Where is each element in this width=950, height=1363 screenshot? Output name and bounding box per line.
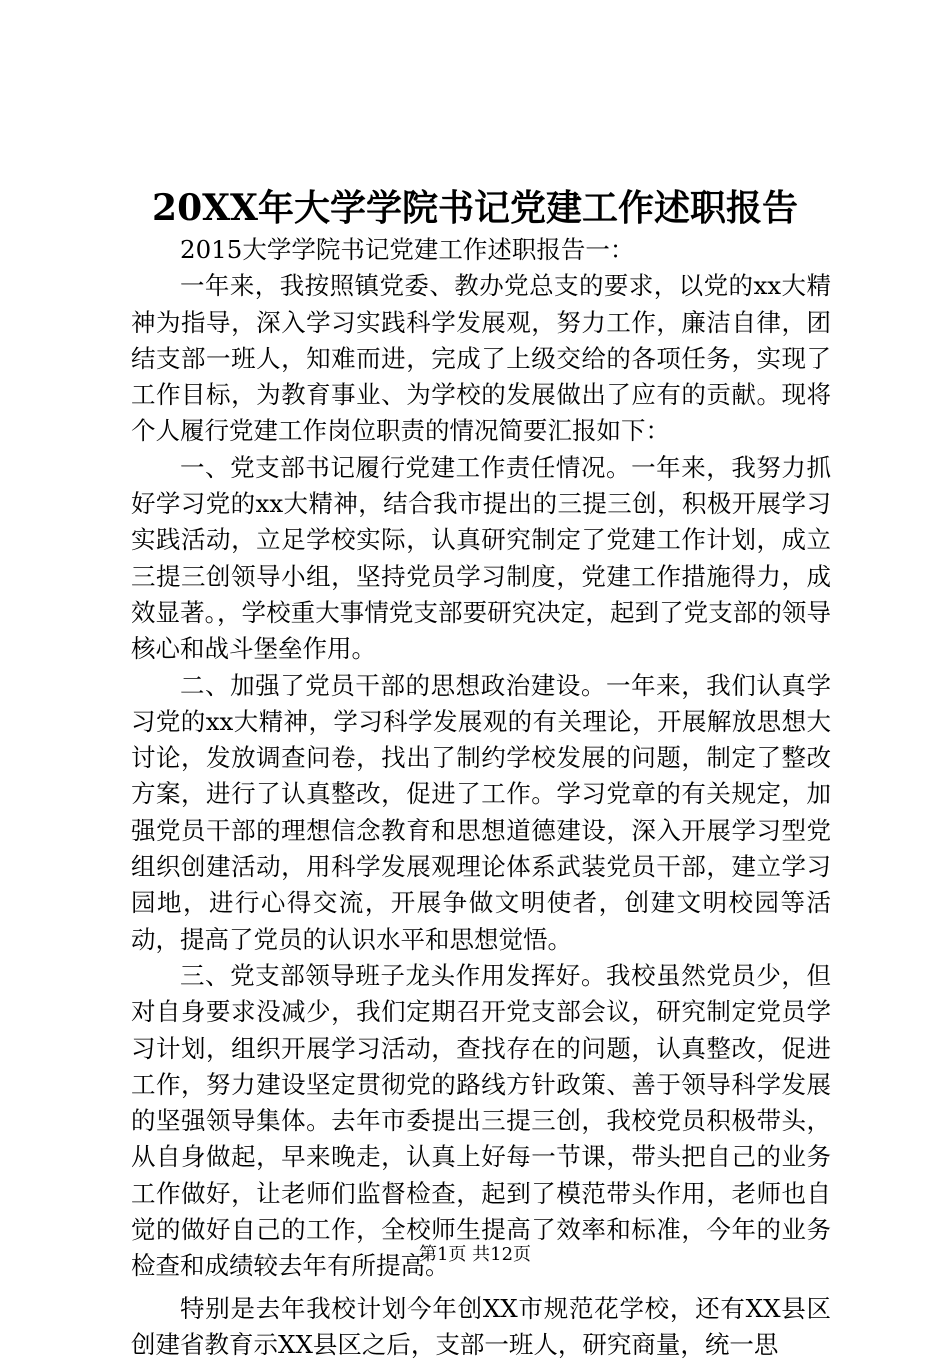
- paragraph-intro: 一年来，我按照镇党委、教办党总支的要求，以党的xx大精神为指导，深入学习实践科学发展观，努力工作，廉洁自律，团结支部一班人，知难而进，完成了上级交给的各项任务，实现了工作目标，为教育事业、为学校的发展做出了应有的贡献。现将个人履行党建工作岗位职责的情况简要汇报如下：: [131, 271, 831, 446]
- paragraph-section-three: 三、党支部领导班子龙头作用发挥好。我校虽然党员少，但对自身要求没减少，我们定期召开党支部会议，研究制定党员学习计划，组织开展学习活动，查找存在的问题，认真整改，促进工作，努力建设坚定贯彻党的路线方针政策、善于领导科学发展的坚强领导集体。去年市委提出三提三创，我校党员积极带头，从自身做起，早来晚走，认真上好每一节课，带头把自己的业务工作做好，让老师们监督检查，起到了模范带头作用，老师也自觉的做好自己的工作，全校师生提高了效率和标准，今年的业务检查和成绩较去年有所提高。: [131, 960, 831, 1281]
- page-footer: 第1页 共12页: [418, 1244, 532, 1265]
- document-body: [131, 232, 831, 1363]
- document-title: 20XX年大学学院书记党建工作述职报告: [152, 187, 798, 229]
- paragraph-heading-line: 2015大学学院书记党建工作述职报告一：: [180, 235, 635, 264]
- paragraph-section-two: 二、加强了党员干部的思想政治建设。一年来，我们认真学习党的xx大精神，学习科学发展观的有关理论，开展解放思想大讨论，发放调查问卷，找出了制约学校发展的问题，制定了整改方案，进行了认真整改，促进了工作。学习党章的有关规定，加强党员干部的理想信念教育和思想道德建设，深入开展学习型党组织创建活动，用科学发展观理论体系武装党员干部，建立学习园地，进行心得交流，开展争做文明使者，创建文明校园等活动，提高了党员的认识水平和思想觉悟。: [131, 670, 831, 954]
- paragraph-section-one: 一、党支部书记履行党建工作责任情况。一年来，我努力抓好学习党的xx大精神，结合我市提出的三提三创，积极开展学习实践活动，立足学校实际，认真研究制定了党建工作计划，成立三提三创领导小组，坚持党员学习制度，党建工作措施得力，成效显著。，学校重大事情党支部要研究决定，起到了党支部的领导核心和战斗堡垒作用。: [131, 452, 831, 664]
- paragraph-special: 特别是去年我校计划今年创XX市规范花学校，还有XX县区创建省教育示XX县区之后，支部一班人，研究商量，统一思: [131, 1293, 831, 1359]
